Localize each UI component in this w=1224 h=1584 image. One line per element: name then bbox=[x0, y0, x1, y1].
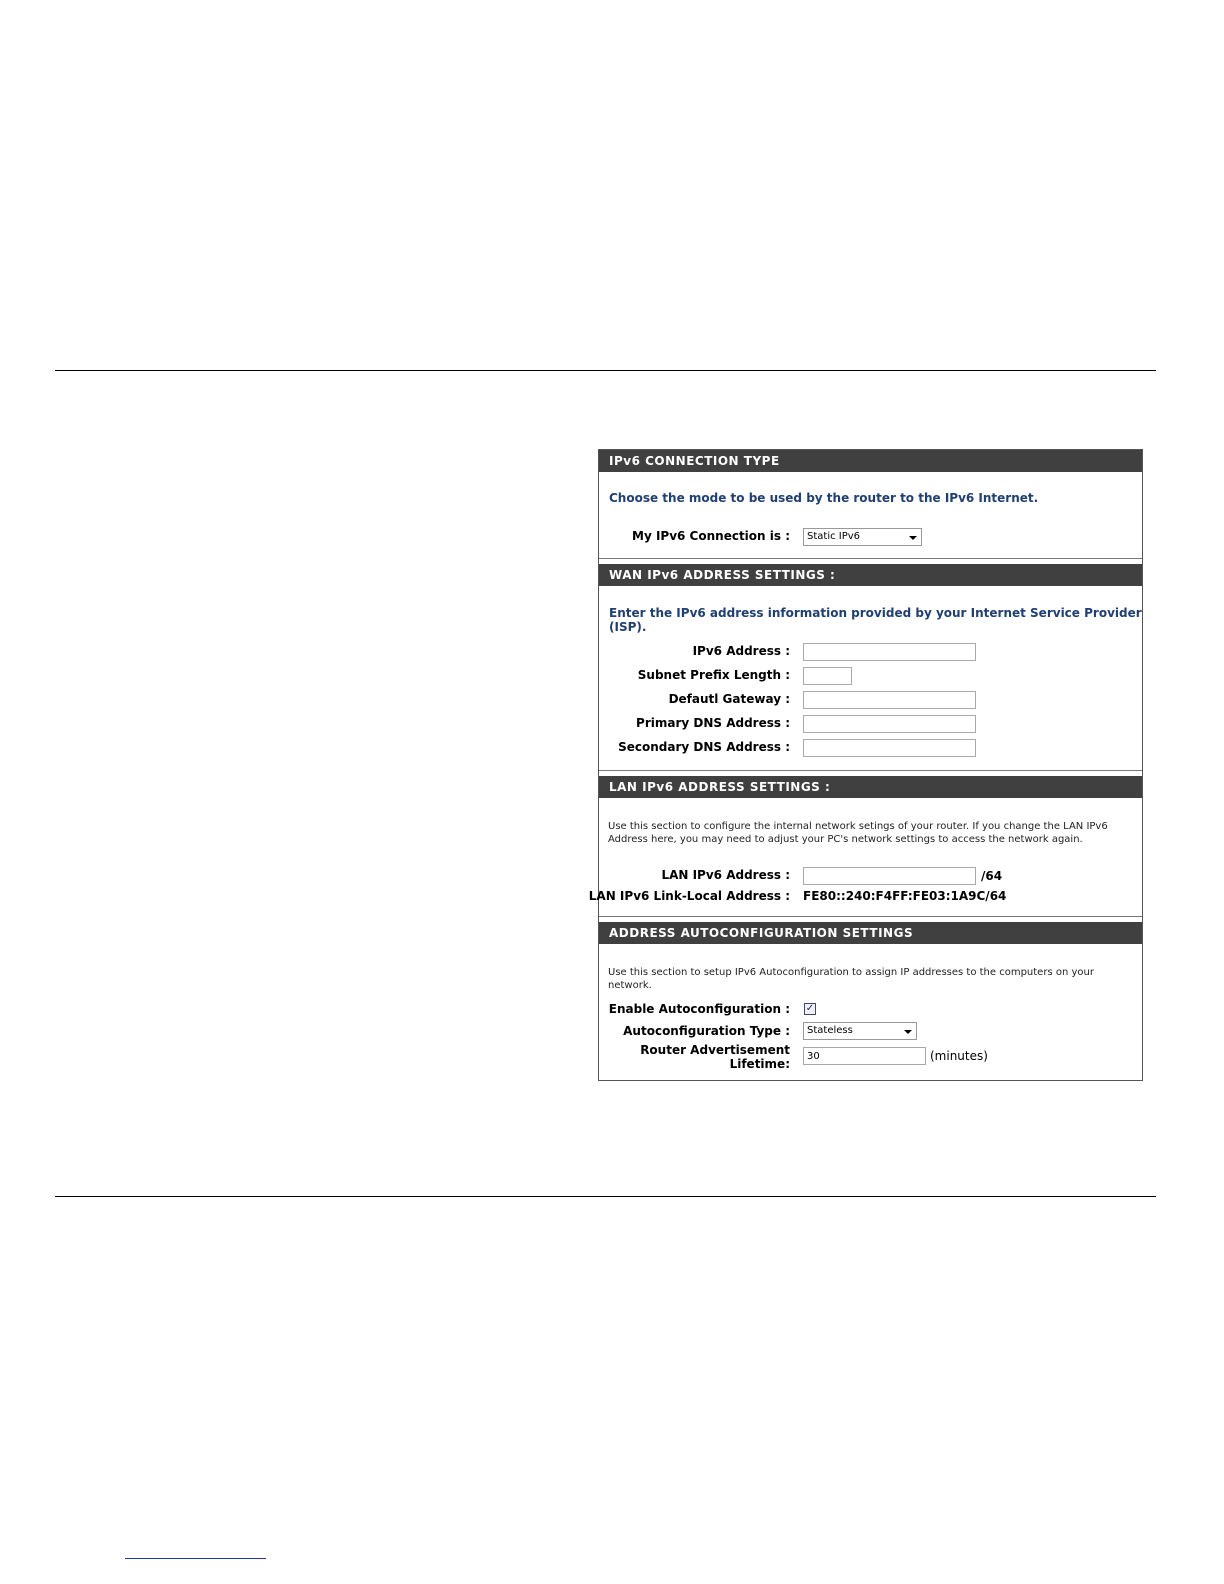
autoconfig-section bbox=[599, 922, 1142, 1080]
subnet-prefix-length-label: Subnet Prefix Length : bbox=[637, 668, 790, 682]
chevron-down-icon bbox=[909, 536, 917, 540]
wan-header: WAN IPv6 ADDRESS SETTINGS : bbox=[599, 564, 1142, 586]
lan-link-local-label: LAN IPv6 Link-Local Address : bbox=[588, 889, 790, 903]
primary-dns-input[interactable] bbox=[803, 715, 976, 733]
wan-section bbox=[599, 564, 1142, 770]
connection-type-header: IPv6 CONNECTION TYPE bbox=[599, 450, 1142, 472]
connection-type-label: My IPv6 Connection is : bbox=[632, 529, 790, 543]
lifetime-unit: (minutes) bbox=[930, 1049, 988, 1063]
connection-type-selected-value: Static IPv6 bbox=[807, 531, 861, 542]
lan-ipv6-address-input[interactable] bbox=[803, 867, 976, 885]
lan-intro: Use this section to configure the internal network setings of your router. If you change the LAN IPv6 Address here, you may need to adjust your PC's network settings to access the network again. bbox=[608, 821, 1108, 845]
lifetime-label-line1: Router Advertisement bbox=[640, 1043, 790, 1057]
section-separator bbox=[599, 770, 1142, 771]
secondary-dns-input[interactable] bbox=[803, 739, 976, 757]
chevron-down-icon bbox=[904, 1030, 912, 1034]
autoconfig-type-selected-value: Stateless bbox=[807, 1025, 853, 1036]
primary-dns-label: Primary DNS Address : bbox=[636, 716, 790, 730]
default-gateway-input[interactable] bbox=[803, 691, 976, 709]
lan-link-local-value: FE80::240:F4FF:FE03:1A9C/64 bbox=[803, 889, 1007, 903]
enable-autoconfig-label: Enable Autoconfiguration : bbox=[608, 1002, 790, 1016]
subnet-prefix-length-input[interactable] bbox=[803, 667, 852, 685]
connection-type-section bbox=[599, 450, 1142, 558]
wan-intro: Enter the IPv6 address information provided by your Internet Service Provider (ISP). bbox=[609, 606, 1142, 634]
enable-autoconfig-checkbox[interactable] bbox=[804, 1003, 816, 1015]
autoconfig-type-select[interactable] bbox=[803, 1022, 917, 1040]
connection-type-intro: Choose the mode to be used by the router to the IPv6 Internet. bbox=[609, 491, 1039, 505]
router-advertisement-lifetime-input[interactable] bbox=[803, 1047, 926, 1065]
ipv6-address-input[interactable] bbox=[803, 643, 976, 661]
autoconfig-header: ADDRESS AUTOCONFIGURATION SETTINGS bbox=[599, 922, 1142, 944]
ipv6-settings-panel bbox=[588, 449, 1143, 1081]
lan-prefix-suffix: /64 bbox=[981, 869, 1003, 883]
lan-ipv6-address-label: LAN IPv6 Address : bbox=[661, 868, 790, 882]
connection-type-select[interactable] bbox=[803, 528, 922, 546]
lan-header: LAN IPv6 ADDRESS SETTINGS : bbox=[599, 776, 1142, 798]
bottom-divider bbox=[55, 1196, 1156, 1197]
lifetime-label-line2: Lifetime: bbox=[729, 1057, 790, 1071]
check-icon: ✓ bbox=[805, 1003, 815, 1014]
default-gateway-label: Defautl Gateway : bbox=[668, 692, 790, 706]
top-divider bbox=[55, 370, 1156, 371]
autoconfig-intro: Use this section to setup IPv6 Autoconfiguration to assign IP addresses to the computers on your network. bbox=[608, 967, 1094, 991]
secondary-dns-label: Secondary DNS Address : bbox=[618, 740, 790, 754]
autoconfig-type-label: Autoconfiguration Type : bbox=[623, 1024, 790, 1038]
section-separator bbox=[599, 558, 1142, 559]
section-separator bbox=[599, 916, 1142, 917]
lan-section bbox=[588, 776, 1142, 916]
ipv6-address-label: IPv6 Address : bbox=[692, 644, 790, 658]
footer-underline bbox=[125, 1558, 266, 1559]
